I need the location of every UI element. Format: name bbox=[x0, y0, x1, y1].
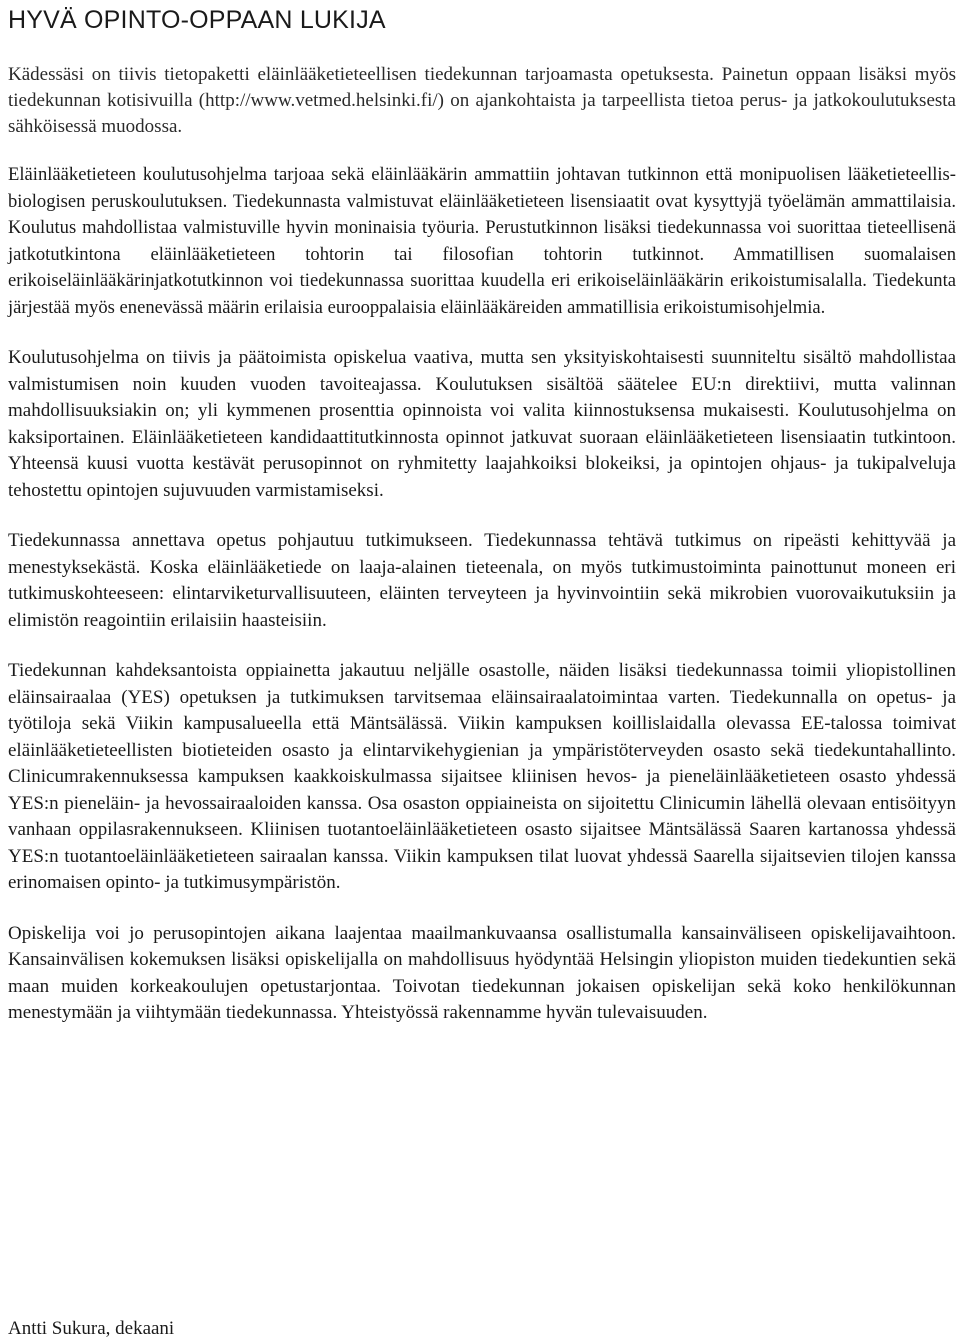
signature: Antti Sukura, dekaani bbox=[8, 1318, 175, 1339]
intro-paragraph: Kädessäsi on tiivis tietopaketti eläinlääketieteellisen tiedekunnan tarjoamasta opetuksesta. Painetun oppaan lisäksi myös tiedekunnan kotisivuilla (http://www.vetmed.helsinki.fi/) on ajankohtaista ja tarpeellista tietoa perus- ja jatkokoulutuksesta sähköisessä muodossa. bbox=[8, 64, 956, 137]
program-paragraph: Eläinlääketieteen koulutusohjelma tarjoaa sekä eläinlääkärin ammattiin johtavan tutkinnon että monipuolisen lääketieteellis-biologisen peruskoulutuksen. Tiedekunnasta valmistuvat eläinlääketieteen lisensiaatit ovat kysyttyjä työelämän ammattilaisia. Koulutus mahdollistaa valmistuville hyvin moninaisia työuria. Perustutkinnon lisäksi tiedekunnassa voi suorittaa tieteellisenä jatkotutkintona eläinlääketieteen tohtorin tai filosofian tohtorin tutkinnot. Ammatillisen suomalaisen erikoiseläinlääkärinjatkotutkinnon voi tiedekunnassa suorittaa kuudella eri erikoiseläinlääkärin erikoistumisalalla. Tiedekunta järjestää myös enenevässä määrin erilaisia eurooppalaisia eläinlääkäreiden ammatillisia erikoistumisohjelmia. bbox=[8, 164, 956, 318]
curriculum-paragraph: Koulutusohjelma on tiivis ja päätoimista opiskelua vaativa, mutta sen yksityiskohtaisesti suunniteltu sisältö mahdollistaa valmistumisen noin kuuden vuoden tavoiteajassa. Koulutuksen sisältöä säätelee EU:n direktiivi, mutta valinnan mahdollisuuksiakin on; yli kymmenen prosenttia opinnoista voi valita kiinnostuksensa mukaisesti. Koulutusohjelma on kaksiportainen. Eläinlääketieteen kandidaattitutkinnosta opinnot jatkuvat suoraan eläinlääketieteen lisensiaatin tutkintoon. Yhteensä kuusi vuotta kestävät perusopinnot on ryhmitetty laajahkoiksi blokeiksi, ja opintojen ohjaus- ja tukipalveluja tehostettu opintojen sujuvuuden varmistamiseksi. bbox=[8, 347, 956, 501]
departments-paragraph: Tiedekunnan kahdeksantoista oppiainetta jakautuu neljälle osastolle, näiden lisäksi tiedekunnassa toimii yliopistollinen eläinsairaalaa (YES) opetuksen ja tutkimuksen tarvitsemaa eläinsairaalatoimintaa varten. Tiedekunnalla on opetus- ja työtiloja sekä Viikin kampusalueella että Mäntsälässä. Viikin kampuksen koillislaidalla olevassa EE-talossa toimivat eläinlääketieteellisten biotieteiden osasto ja elintarvikehygienian ja ympäristöterveyden osasto sekä tiedekuntahallinto. Clinicumrakennuksessa kampuksen kaakkoiskulmassa sijaitsee kliinisen hevos- ja pieneläinlääketieteen osasto yhdessä YES:n pieneläin- ja hevossairaaloiden kanssa. Osa osaston oppiaineista on sijoitettu Clinicumin lähellä olevaan entisöityyn vanhaan oppilasrakennukseen. Kliinisen tuotantoeläinlääketieteen osasto sijaitsee Mäntsälässä Saaren kartanossa yhdessä YES:n tuotantoeläinlääketieteen sairaalan kanssa. Viikin kampuksen tilat luovat yhdessä Saarella sijaitsevien tilojen kanssa erinomaisen opinto- ja tutkimusympäristön. bbox=[8, 660, 956, 893]
international-paragraph: Opiskelija voi jo perusopintojen aikana laajentaa maailmankuvaansa osallistumalla kansainväliseen opiskelijavaihtoon. Kansainvälisen kokemuksen lisäksi opiskelijalla on mahdollisuus hyödyntää Helsingin yliopiston muiden tiedekuntien sekä maan muiden korkeakoulujen opetustarjontaa. Toivotan tiedekunnan jokaisen opiskelijan sekä koko henkilökunnan menestymään ja viihtymään tiedekunnassa. Yhteistyössä rakennamme hyvän tulevaisuuden. bbox=[8, 922, 956, 1023]
page-title: HYVÄ OPINTO-OPPAAN LUKIJA bbox=[8, 6, 386, 34]
document-page bbox=[8, 0, 956, 1339]
research-paragraph: Tiedekunnassa annettava opetus pohjautuu tutkimukseen. Tiedekunnassa tehtävä tutkimus on ripeästi kehittyvää ja menestyksekästä. Koska eläinlääketiede on laaja-alainen tieteenala, on myös tutkimustoiminta painottunut moneen eri tutkimuskohteeseen: elintarviketurvallisuuteen, eläinten terveyteen ja hyvinvointiin sekä mikrobien vuorovaikutuksiin ja elimistön reagointiin erilaisiin haasteisiin. bbox=[8, 530, 956, 631]
